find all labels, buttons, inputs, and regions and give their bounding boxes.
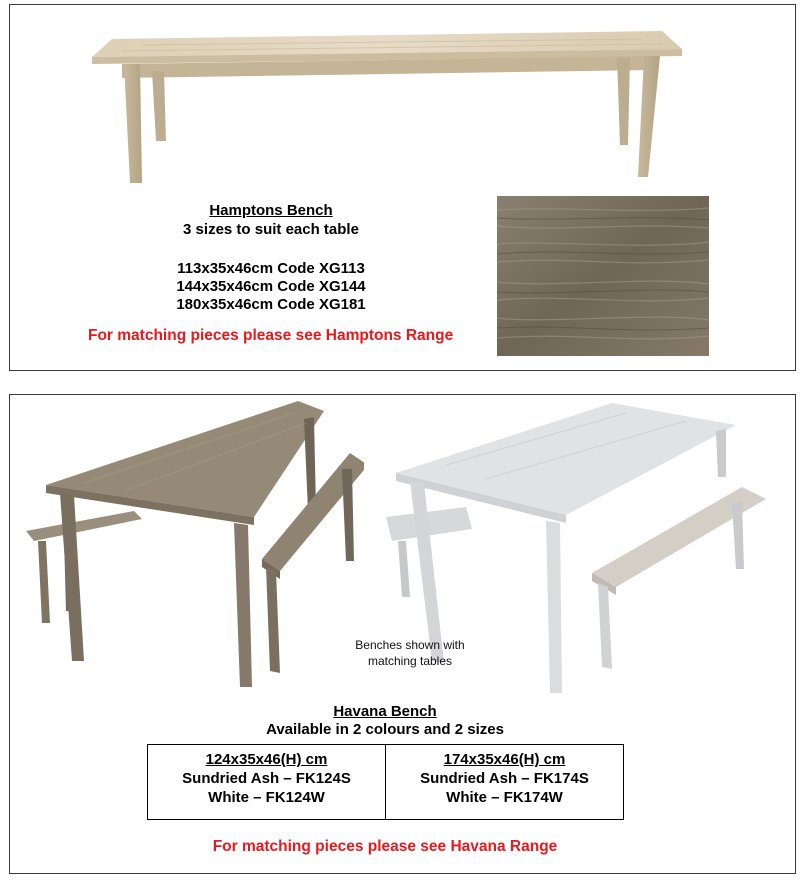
hamptons-size-2: 144x35x46cm Code XG144: [176, 278, 366, 295]
havana-subtitle: Available in 2 colours and 2 sizes: [266, 721, 504, 738]
havana-title: Havana Bench: [333, 703, 437, 720]
hamptons-title: Hamptons Bench: [209, 202, 333, 219]
havana-sundried-ash-set-image: [24, 401, 364, 691]
havana-code-fk174s: Sundried Ash – FK174S: [420, 770, 589, 787]
hamptons-bench-image: [82, 23, 692, 193]
hamptons-subtitle: 3 sizes to suit each table: [183, 221, 359, 238]
hamptons-panel: [9, 4, 796, 371]
havana-code-fk124s: Sundried Ash – FK124S: [182, 770, 351, 787]
havana-size-column-174: [385, 745, 623, 819]
havana-code-fk124w: White – FK124W: [208, 789, 325, 806]
havana-matching-note: For matching pieces please see Havana Range: [212, 838, 558, 855]
havana-size-heading-124: 124x35x46(H) cm: [205, 751, 328, 768]
havana-code-fk174w: White – FK174W: [446, 789, 563, 806]
havana-caption-line-1: Benches shown with: [355, 638, 465, 652]
hamptons-size-1: 113x35x46cm Code XG113: [177, 260, 365, 277]
havana-size-heading-174: 174x35x46(H) cm: [443, 751, 566, 768]
havana-panel: [9, 394, 796, 874]
hamptons-size-3: 180x35x46cm Code XG181: [176, 296, 366, 313]
havana-caption-line-2: matching tables: [367, 654, 453, 668]
havana-sizes-table: [147, 744, 624, 820]
havana-size-column-124: [148, 745, 385, 819]
hamptons-matching-note: For matching pieces please see Hamptons Range: [88, 327, 454, 344]
hamptons-wood-swatch: [497, 196, 709, 356]
